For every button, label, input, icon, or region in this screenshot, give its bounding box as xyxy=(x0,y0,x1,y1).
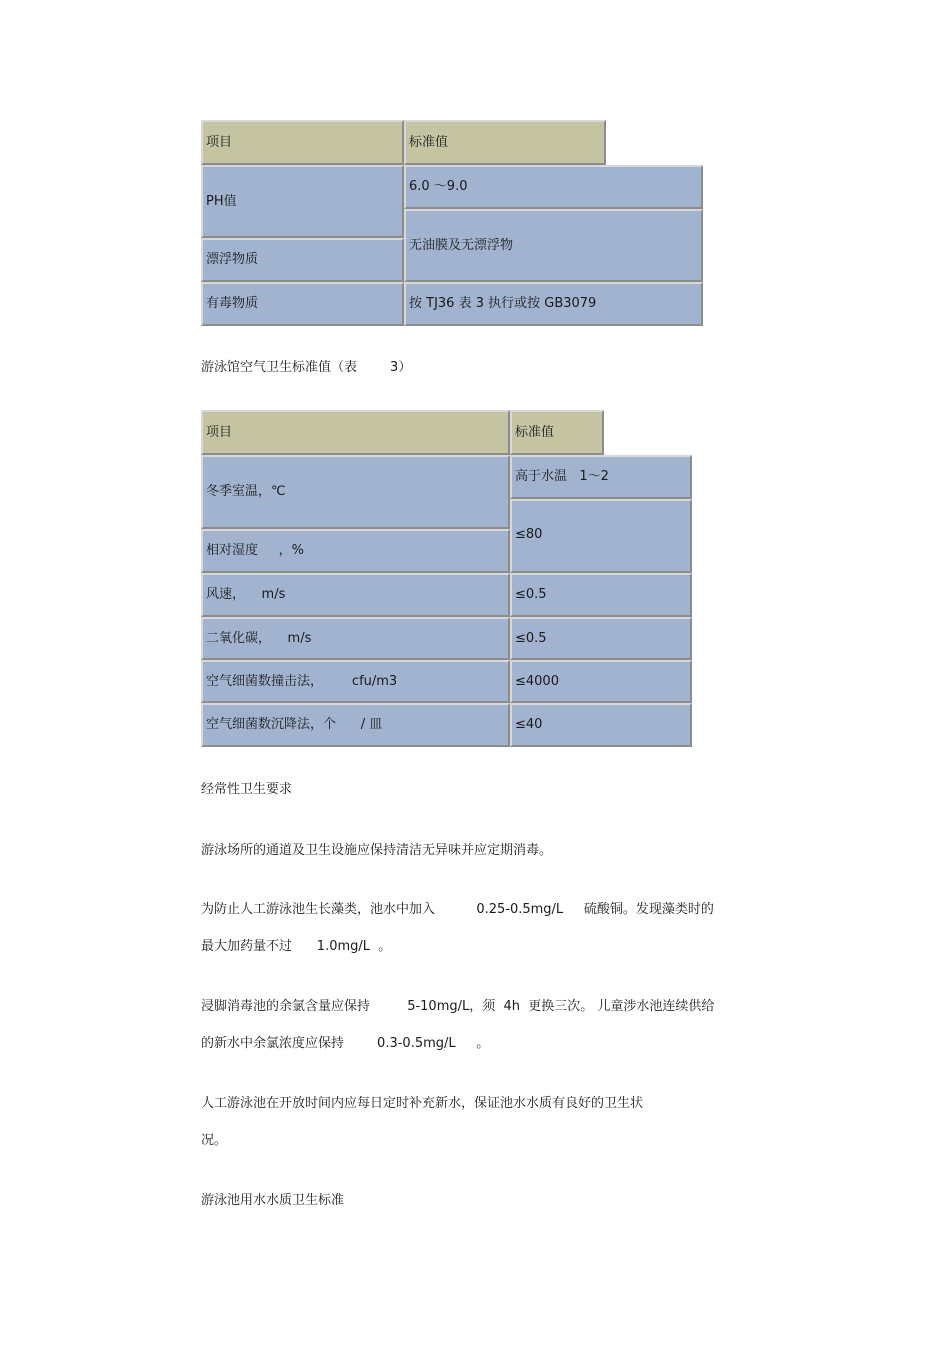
table2-row-winter-temp-item: 冬季室温，℃ xyxy=(201,455,510,529)
table2-caption: 游泳馆空气卫生标准值（表 3） xyxy=(201,360,412,375)
table1-row-ph-value: 6.0 ～9.0 xyxy=(404,165,703,209)
table1-row-toxic-value: 按 TJ36 表 3 执行或按 GB3079 xyxy=(404,282,703,326)
table1-row-floating-item: 漂浮物质 xyxy=(201,238,404,282)
paragraph-chlorine-line2: 的新水中余氯浓度应保持 0.3-0.5mg/L 。 xyxy=(201,1036,490,1051)
paragraph-facility-cleaning: 游泳场所的通道及卫生设施应保持清洁无异味并应定期消毒。 xyxy=(201,843,553,858)
table1-header-item: 项目 xyxy=(201,120,404,165)
table2-row-humidity-item: 相对湿度 ，% xyxy=(201,529,510,573)
table2-row-bacteria-settle-item: 空气细菌数沉降法，个 / 皿 xyxy=(201,703,510,747)
heading-pool-water-standard: 游泳池用水水质卫生标准 xyxy=(201,1193,345,1208)
table2-row-winter-temp-value: 高于水温 1～2 xyxy=(510,455,692,499)
table2-row-wind-value: ≤0.5 xyxy=(510,573,692,617)
heading-routine-hygiene: 经常性卫生要求 xyxy=(201,782,293,797)
table2-row-humidity-value: ≤80 xyxy=(510,499,692,573)
table2-header-item: 项目 xyxy=(201,410,510,455)
paragraph-algae-line1: 为防止人工游泳池生长藻类，池水中加入 0.25-0.5mg/L 硫酸铜。发现藻类时的 xyxy=(201,902,714,917)
paragraph-algae-line2: 最大加药量不过 1.0mg/L 。 xyxy=(201,939,392,954)
table2-row-bacteria-impact-value: ≤4000 xyxy=(510,660,692,703)
paragraph-fresh-water-line2: 况。 xyxy=(201,1133,228,1148)
table2-row-bacteria-settle-value: ≤40 xyxy=(510,703,692,747)
table2-header-value: 标准值 xyxy=(510,410,604,455)
table2-row-wind-item: 风速， m/s xyxy=(201,573,510,617)
table1-row-ph-item: PH值 xyxy=(201,165,404,238)
table2-row-bacteria-impact-item: 空气细菌数撞击法， cfu/m3 xyxy=(201,660,510,703)
table1-header-value: 标准值 xyxy=(404,120,606,165)
paragraph-fresh-water-line1: 人工游泳池在开放时间内应每日定时补充新水，保证池水水质有良好的卫生状 xyxy=(201,1096,644,1111)
table2-row-co2-item: 二氧化碳， m/s xyxy=(201,617,510,660)
paragraph-chlorine-line1: 浸脚消毒池的余氯含量应保持 5-10mg/L，须 4h 更换三次。 儿童涉水池连续供给 xyxy=(201,999,715,1014)
table1-row-floating-value: 无油膜及无漂浮物 xyxy=(404,209,703,282)
table2-row-co2-value: ≤0.5 xyxy=(510,617,692,660)
table1-row-toxic-item: 有毒物质 xyxy=(201,282,404,326)
